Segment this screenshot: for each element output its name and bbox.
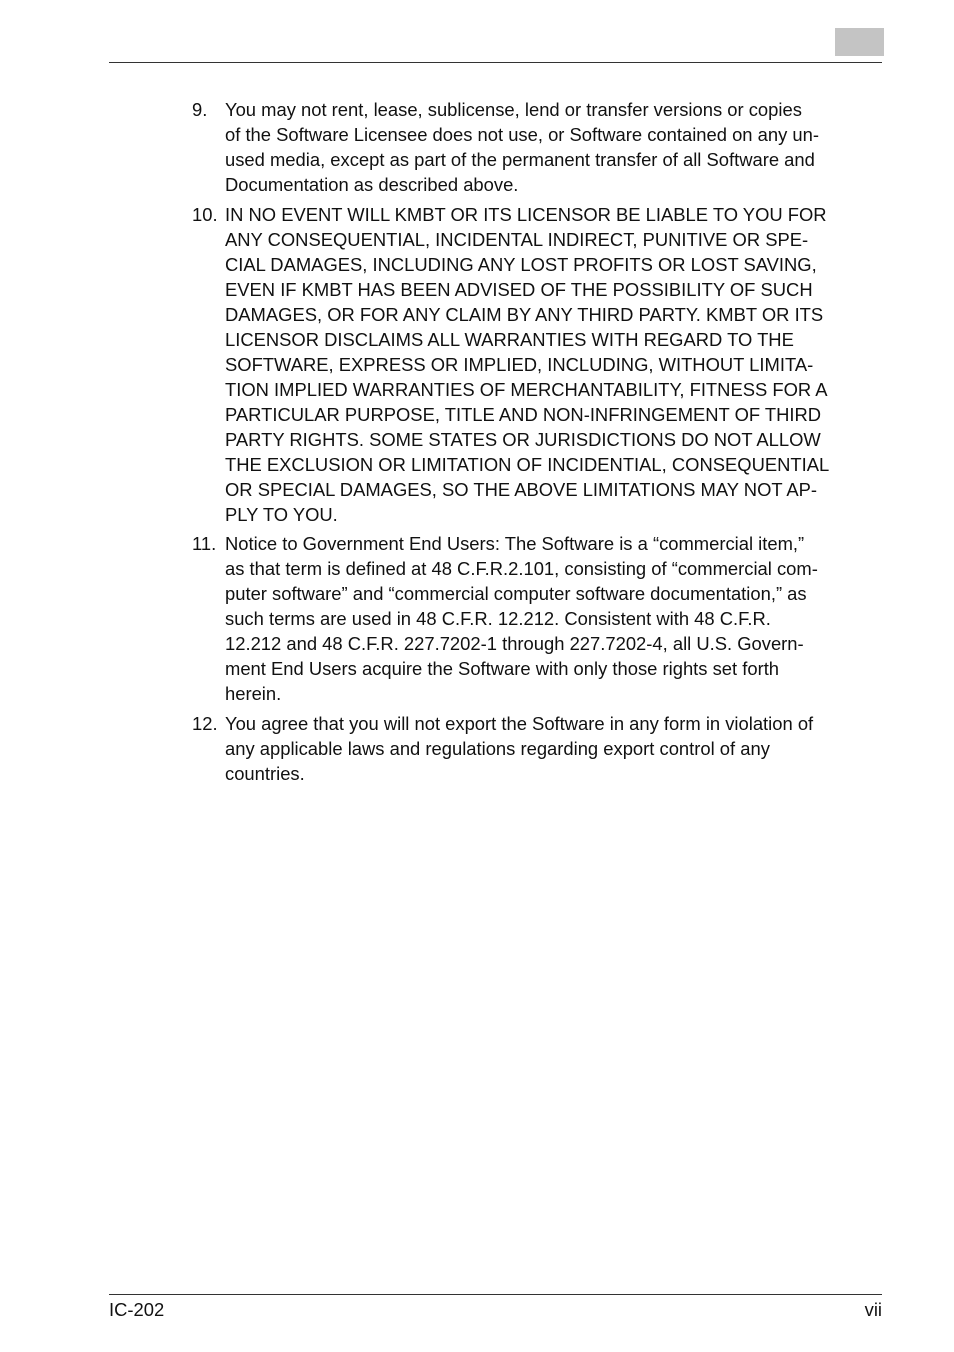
license-terms-list [192,97,886,790]
text-line: ANY CONSEQUENTIAL, INCIDENTAL INDIRECT, PUNITIVE OR SPE- [225,228,809,250]
text-line: any applicable laws and regulations regarding export control of any [225,737,770,759]
text-line: PARTY RIGHTS. SOME STATES OR JURISDICTIONS DO NOT ALLOW [225,428,821,450]
text-line: 12.212 and 48 C.F.R. 227.7202-1 through 227.7202-4, all U.S. Govern- [225,633,804,654]
text-line: as that term is defined at 48 C.F.R.2.101, consisting of “commercial com- [225,558,818,579]
text-line: SOFTWARE, EXPRESS OR IMPLIED, INCLUDING, WITHOUT LIMITA- [225,353,814,375]
list-item [192,711,886,786]
text-line: PLY TO YOU. [225,503,338,525]
item-number: 9. [192,99,208,120]
item-text [225,202,886,527]
text-line: of the Software Licensee does not use, or Software contained on any un- [225,124,819,145]
text-line: You may not rent, lease, sublicense, lend or transfer versions or copies [225,99,802,120]
text-line: ment End Users acquire the Software with only those rights set forth [225,658,780,679]
item-number: 10. [192,203,218,225]
text-line: countries. [225,762,305,784]
item-text [225,97,886,197]
text-line: LICENSOR DISCLAIMS ALL WARRANTIES WITH REGARD TO THE [225,328,794,350]
item-number: 11. [192,533,217,554]
item-text [225,531,886,706]
text-line: Notice to Government End Users: The Software is a “commercial item,” [225,533,805,554]
text-line: used media, except as part of the permanent transfer of all Software and [225,149,815,170]
text-line: CIAL DAMAGES, INCLUDING ANY LOST PROFITS OR LOST SAVING, [225,253,817,275]
text-line: puter software” and “commercial computer software documentation,” as [225,583,807,604]
item-text [225,711,886,786]
text-line: OR SPECIAL DAMAGES, SO THE ABOVE LIMITATIONS MAY NOT AP- [225,478,818,500]
footer-page-number: vii [864,1299,882,1320]
text-line: Documentation as described above. [225,174,519,195]
header-rule [109,62,882,63]
item-number: 12. [192,712,218,734]
text-line: such terms are used in 48 C.F.R. 12.212. Consistent with 48 C.F.R. [225,608,771,629]
text-line: PARTICULAR PURPOSE, TITLE AND NON-INFRINGEMENT OF THIRD [225,403,822,425]
text-line: IN NO EVENT WILL KMBT OR ITS LICENSOR BE LIABLE TO YOU FOR [225,203,827,225]
footer-rule [109,1294,882,1295]
list-item [192,97,886,197]
text-line: TION IMPLIED WARRANTIES OF MERCHANTABILITY, FITNESS FOR A [225,378,828,400]
text-line: DAMAGES, OR FOR ANY CLAIM BY ANY THIRD PARTY. KMBT OR ITS [225,303,824,325]
list-item [192,202,886,527]
footer-model-name: IC-202 [109,1299,165,1320]
text-line: EVEN IF KMBT HAS BEEN ADVISED OF THE POSSIBILITY OF SUCH [225,278,813,300]
list-item [192,531,886,706]
text-line: You agree that you will not export the Software in any form in violation of [225,712,814,734]
text-line: herein. [225,683,282,704]
chapter-tab [835,28,884,56]
text-line: THE EXCLUSION OR LIMITATION OF INCIDENTIAL, CONSEQUENTIAL [225,453,830,475]
